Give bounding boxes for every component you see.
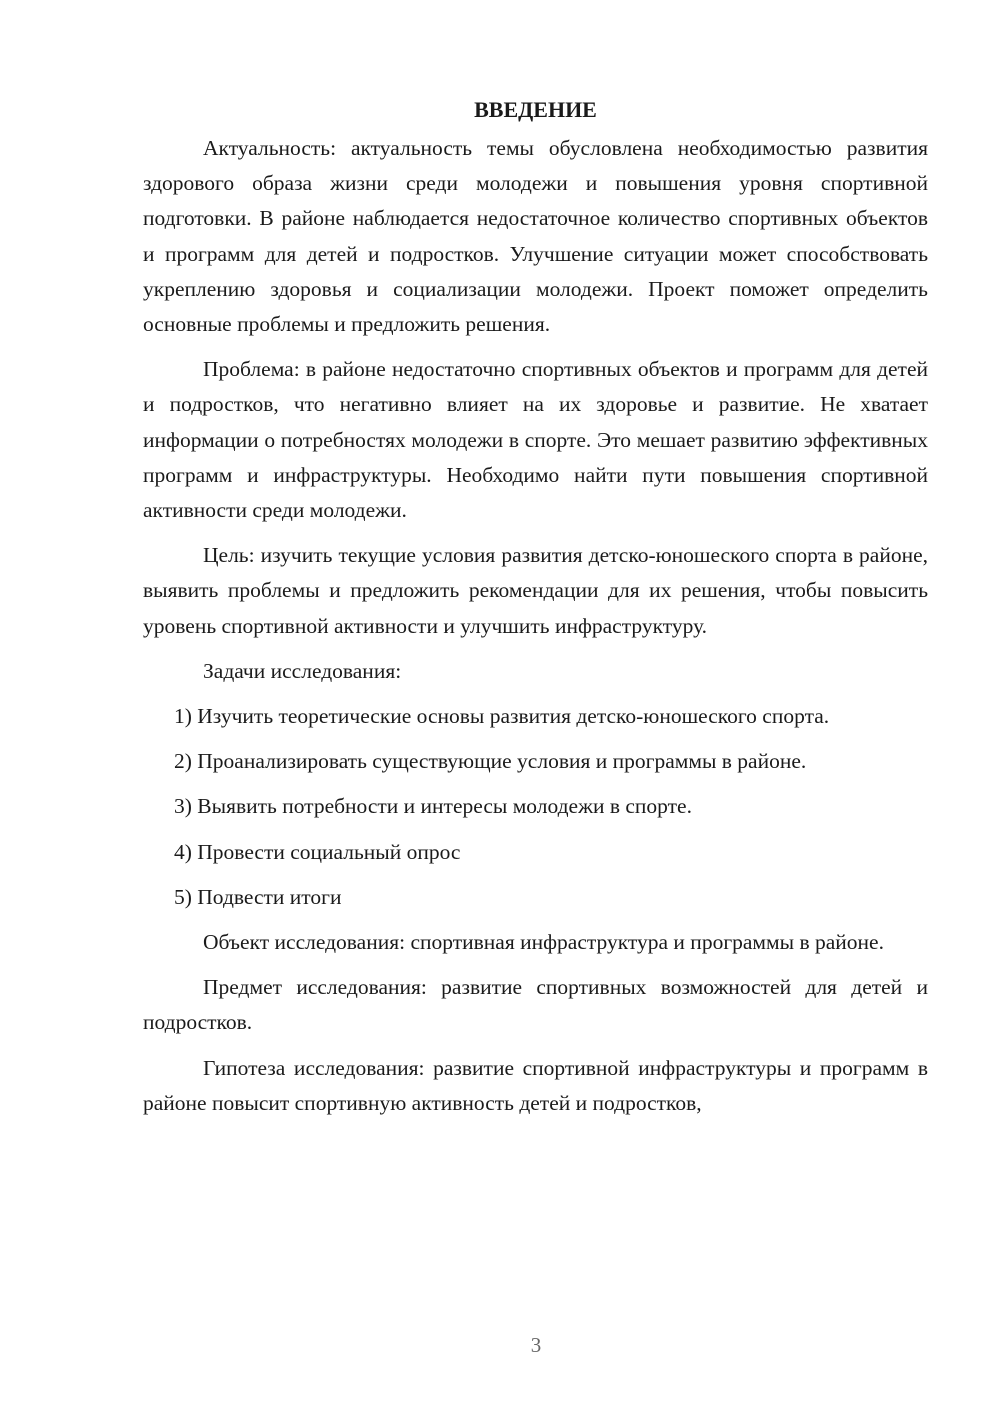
- paragraph-object: Объект исследования: спортивная инфраструктура и программы в районе.: [203, 930, 884, 955]
- task-item-1: 1) Изучить теоретические основы развития детско-юношеского спорта.: [174, 704, 830, 729]
- paragraph-goal: Цель: изучить текущие условия развития детско-юношеского спорта в районе, выявить проблемы и предложить рекомендации для их решения, чтобы повысить уровень спортивной активности и улучшить инфраструктуру.: [143, 543, 928, 638]
- paragraph-subject: Предмет исследования: развитие спортивных возможностей для детей и подростков.: [143, 975, 928, 1035]
- paragraph-relevance: Актуальность: актуальность темы обусловлена необходимостью развития здорового образа жизни среди молодежи и повышения уровня спортивной подготовки. В районе наблюдается недостаточное количество спортивных объектов и программ для детей и подростков. Улучшение ситуации может способствовать укреплению здоровья и социализации молодежи. Проект поможет определить основные проблемы и предложить решения.: [143, 136, 928, 337]
- task-item-4: 4) Провести социальный опрос: [174, 839, 461, 864]
- task-item-3: 3) Выявить потребности и интересы молодежи в спорте.: [174, 794, 692, 819]
- task-item-5: 5) Подвести итоги: [174, 884, 342, 909]
- document-page: [143, 92, 928, 1131]
- task-item-2: 2) Проанализировать существующие условия и программы в районе.: [174, 749, 807, 774]
- page-number: 3: [530, 1333, 542, 1357]
- paragraph-hypothesis: Гипотеза исследования: развитие спортивной инфраструктуры и программ в районе повысит спортивную активность детей и подростков,: [143, 1055, 928, 1115]
- paragraph-problem: Проблема: в районе недостаточно спортивных объектов и программ для детей и подростков, что негативно влияет на их здоровье и развитие. Не хватает информации о потребностях молодежи в спорте. Это мешает развитию эффективных программ и инфраструктуры. Необходимо найти пути повышения спортивной активности среди молодежи.: [143, 357, 928, 523]
- document-title: ВВЕДЕНИЕ: [474, 97, 597, 122]
- tasks-heading: Задачи исследования:: [203, 658, 402, 683]
